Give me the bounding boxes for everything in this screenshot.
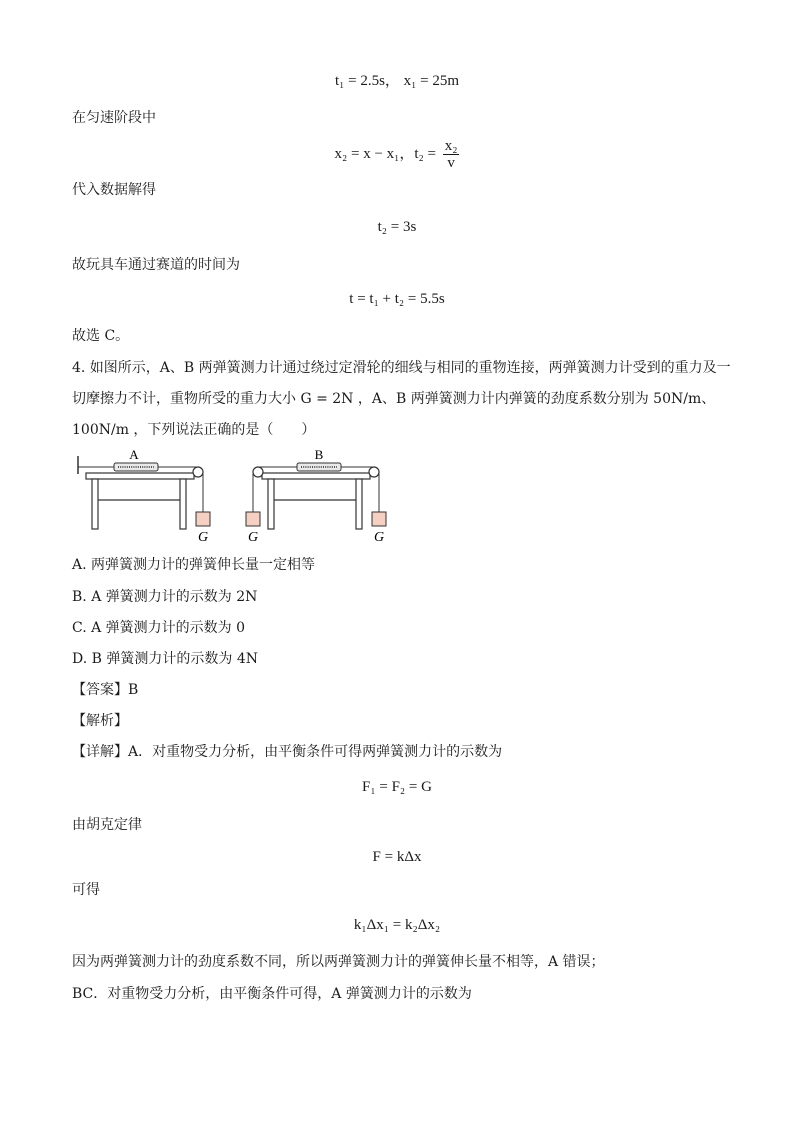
question-line-2: 切摩擦力不计，重物所受的重力大小 G = 2N ，A、B 两弹簧测力计内弹簧的劲度系数分别为 50N/m、 — [72, 391, 716, 407]
table-leg — [180, 479, 186, 529]
table-top — [262, 473, 370, 479]
option-a: A. 两弹簧测力计的弹簧伸长量一定相等 — [72, 557, 316, 573]
equation-x2-t2 — [0, 138, 794, 171]
pulley — [193, 467, 203, 477]
analysis-heading: 【解析】 — [72, 713, 128, 729]
pulley — [369, 467, 379, 477]
fraction-denominator: v — [447, 155, 455, 171]
detail-line: 【详解】A．对重物受力分析，由平衡条件可得两弹簧测力计的示数为 — [72, 744, 503, 760]
pulley — [253, 467, 263, 477]
weight-block — [372, 512, 386, 526]
equation-total-time: t = t₁ + t₂ = 5.5s — [349, 291, 445, 307]
question-line-3: 100N/m ，下列说法正确的是（ ） — [72, 422, 316, 438]
option-d: D. B 弹簧测力计的示数为 4N — [72, 651, 258, 667]
fraction — [443, 138, 460, 171]
text-substitute: 代入数据解得 — [72, 182, 156, 198]
label-g: G — [373, 530, 385, 545]
label-g: G — [197, 530, 209, 545]
setup-b — [246, 448, 386, 545]
table-leg — [92, 479, 98, 529]
equation-t2: t₂ = 3s — [377, 219, 417, 235]
table-top — [86, 473, 194, 479]
equation-t1-x1: t₁ = 2.5s， x₁ = 25m — [334, 73, 460, 89]
text-obtain: 可得 — [72, 882, 100, 898]
answer: 【答案】B — [72, 682, 139, 698]
equation-x2-t2-left: x₂ = x − x₁，t₂ = — [334, 145, 436, 162]
weight-block — [246, 512, 260, 526]
label-b: B — [314, 448, 324, 462]
text-conclusion-time: 故玩具车通过赛道的时间为 — [72, 257, 240, 273]
bc-line: BC．对重物受力分析，由平衡条件可得，A 弹簧测力计的示数为 — [72, 986, 472, 1002]
setup-a — [78, 448, 210, 545]
option-c: C. A 弹簧测力计的示数为 0 — [72, 620, 246, 636]
equation-f: F₁ = F₂ = G — [362, 779, 432, 795]
equation-k: k₁Δx₁ = k₂Δx₂ — [353, 917, 441, 933]
label-g: G — [247, 530, 259, 545]
reason-a: 因为两弹簧测力计的劲度系数不同，所以两弹簧测力计的弹簧伸长量不相等，A 错误； — [72, 954, 605, 970]
table-leg — [268, 479, 274, 529]
table-leg — [356, 479, 362, 529]
text-choose: 故选 C。 — [72, 328, 130, 344]
text-uniform-stage: 在匀速阶段中 — [72, 110, 156, 126]
label-a: A — [129, 448, 139, 462]
weight-block — [196, 512, 210, 526]
question-line-1: 4. 如图所示，A、B 两弹簧测力计通过绕过定滑轮的细线与相同的重物连接，两弹簧测力计受到的重力及一 — [72, 360, 731, 376]
fraction-numerator: x₂ — [444, 138, 458, 154]
text-hooke: 由胡克定律 — [72, 817, 142, 833]
spring-scale-figure — [72, 448, 402, 548]
equation-hooke: F = kΔx — [372, 849, 422, 865]
option-b: B. A 弹簧测力计的示数为 2N — [72, 589, 258, 605]
